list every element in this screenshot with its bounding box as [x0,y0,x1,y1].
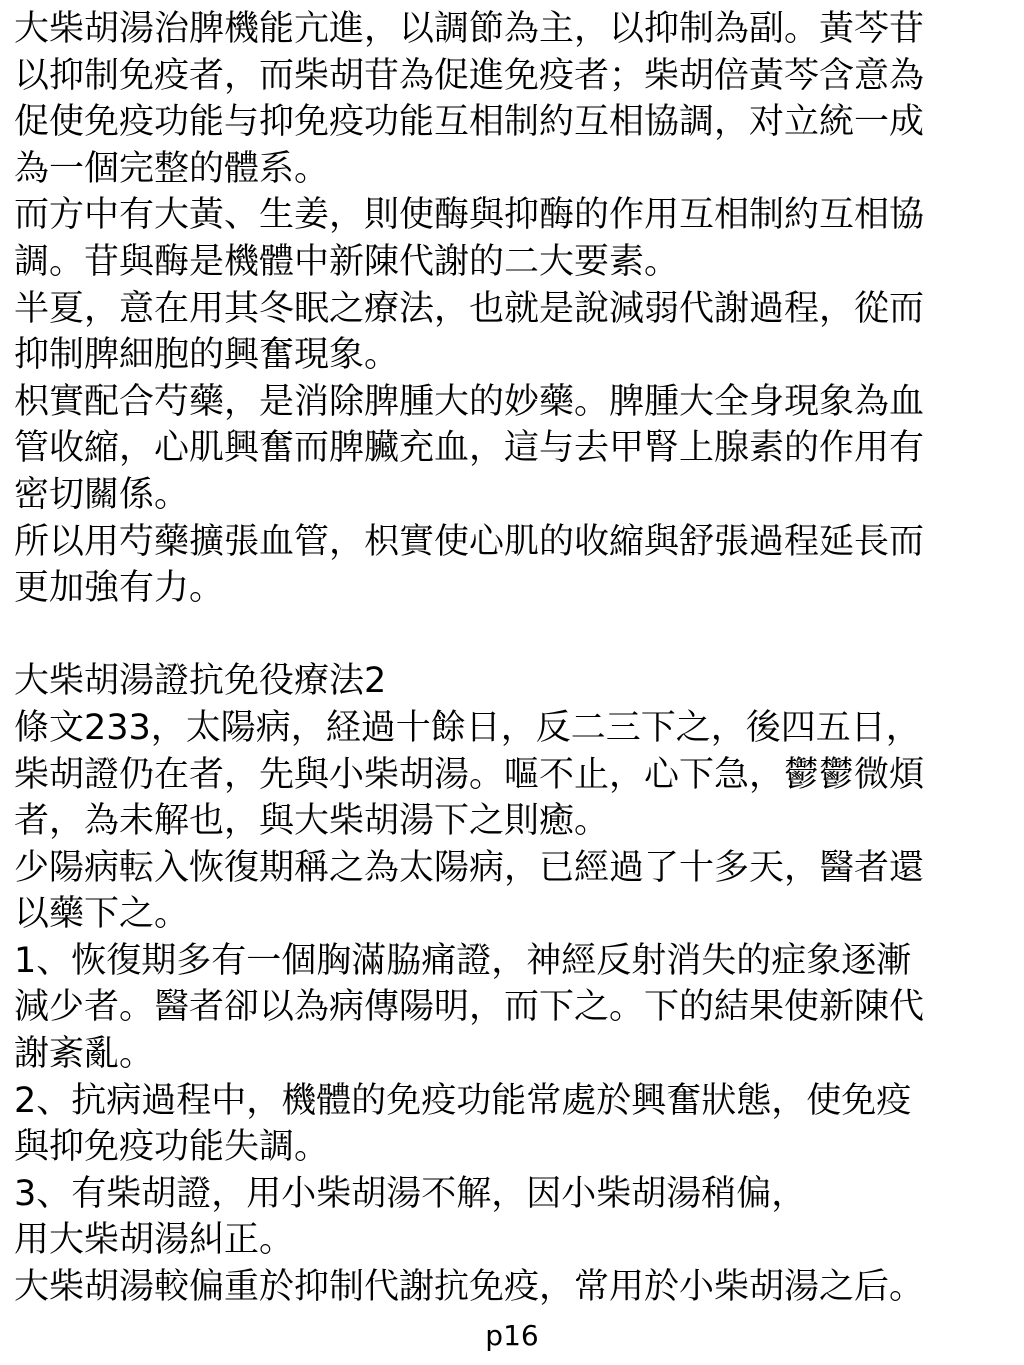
text-line: 更加強有力。 [14,568,225,609]
text-line: 與抑免疫功能失調。 [14,1127,330,1168]
paragraph [14,192,1010,285]
text-line: 大柴胡湯較偏重於抑制代謝抗免疫，常用於小柴胡湯之后。 [14,1267,925,1308]
text-line: 管收縮，心肌興奮而脾臟充血，這与去甲腎上腺素的作用有 [14,428,925,469]
text-line: 半夏，意在用其冬眠之療法，也就是說減弱代謝過程，從而 [14,288,925,329]
text-line: 大柴胡湯治脾機能亢進，以調節為主，以抑制為副。黃芩苷 [14,9,925,49]
numbered-item [14,938,1010,1078]
text-line: 為一個完整的體系。 [14,148,330,189]
text-line: 以藥下之。 [14,894,190,935]
text-line: 用大柴胡湯糾正。 [14,1220,295,1261]
page-number: p16 [485,1319,539,1352]
text-line: 調。苷與酶是機體中新陳代謝的二大要素。 [14,241,680,282]
text-line: 枳實配合芍藥，是消除脾腫大的妙藥。脾腫大全身現象為血 [14,381,925,422]
text-line: 條文233，太陽病，経過十餘日，反二三下之，後四五日， [14,707,921,748]
paragraph [14,705,1010,845]
text-line: 2、抗病過程中，機體的免疫功能常處於興奮狀態，使免疫 [14,1080,912,1121]
paragraph [14,286,1010,379]
text-line: 少陽病転入恢復期稱之為太陽病，已經過了十多天，醫者還 [14,847,925,888]
text-line: 謝紊亂。 [14,1034,155,1075]
paragraph [14,6,1010,192]
text-line: 所以用芍藥擴張血管，枳實使心肌的收縮與舒張過程延長而 [14,521,925,562]
numbered-item [14,1171,1010,1264]
text-line: 者，為未解也，與大柴胡湯下之則癒。 [14,801,610,842]
numbered-item [14,1078,1010,1171]
text-line: 以抑制免疫者，而柴胡苷為促進免疫者；柴胡倍黃芩含意為 [14,55,925,96]
text-line: 1、恢復期多有一個胸滿脇痛證，神經反射消失的症象逐漸 [14,940,912,981]
paragraph [14,845,1010,938]
text-line: 減少者。醫者卻以為病傳陽明，而下之。下的結果使新陳代 [14,987,925,1028]
section-title: 大柴胡湯證抗免役療法2 [14,661,387,702]
blank-line [14,612,1010,659]
paragraph [14,1264,1010,1311]
text-line: 促使免疫功能与抑免疫功能互相制約互相協調，对立統一成 [14,102,925,143]
paragraph [14,379,1010,519]
text-line: 柴胡證仍在者，先與小柴胡湯。嘔不止，心下急，鬱鬱微煩 [14,754,925,795]
text-line: 抑制脾細胞的興奮現象。 [14,335,400,376]
text-line: 密切關係。 [14,474,190,515]
document-page [14,6,1010,1311]
text-line: 3、有柴胡證，用小柴胡湯不解，因小柴胡湯稍偏， [14,1173,807,1214]
text-line: 而方中有大黃、生姜，則使酶與抑酶的作用互相制約互相協 [14,195,925,236]
paragraph [14,519,1010,612]
